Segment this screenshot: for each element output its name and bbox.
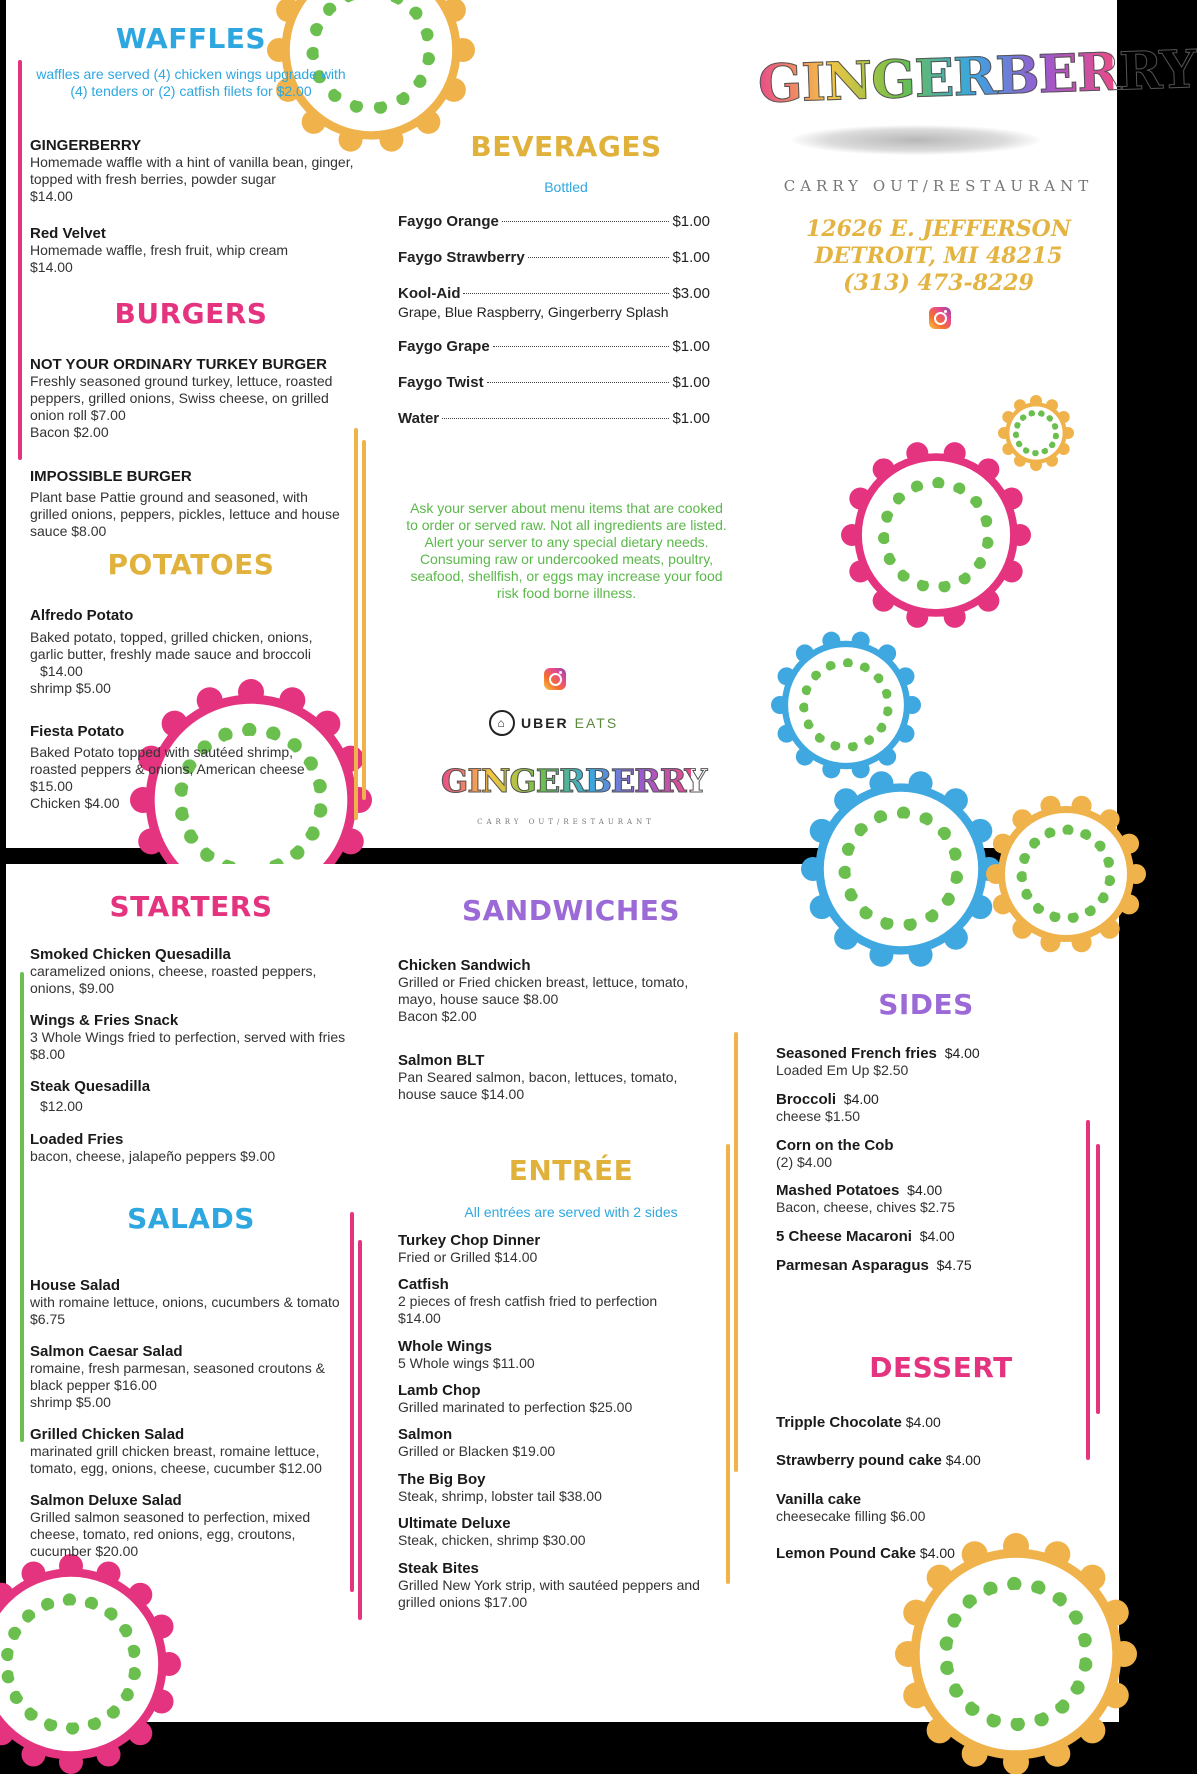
item-name: The Big Boy: [398, 1471, 486, 1488]
item-name: Loaded Fries: [30, 1131, 124, 1148]
item-price: $14.00: [30, 188, 73, 204]
item-price: $4.00: [919, 1545, 955, 1561]
menu-item: [30, 356, 355, 441]
item-desc: caramelized onions, cheese, roasted peppers, onions, $9.00: [30, 963, 317, 996]
item-desc: romaine, fresh parmesan, seasoned croutons & black pepper $16.00: [30, 1360, 325, 1393]
leader-dots: [463, 293, 669, 294]
item-desc: 2 pieces of fresh catfish fried to perfection: [398, 1293, 658, 1309]
instagram-icon[interactable]: [929, 307, 951, 329]
item-price: $14.00: [40, 663, 83, 679]
item-price: $4.00: [843, 1091, 879, 1107]
beverage-desc: Grape, Blue Raspberry, Gingerberry Splash: [398, 304, 669, 320]
menu-item: [776, 1228, 1076, 1245]
menu-item: [30, 1131, 350, 1165]
item-name: Tripple Chocolate: [776, 1414, 902, 1431]
item-price: $4.00: [905, 1414, 941, 1430]
section-title-starters: STARTERS: [109, 890, 273, 923]
menu-item: [30, 137, 355, 205]
menu-item: [398, 1382, 728, 1416]
entree-note: All entrées are served with 2 sides: [464, 1204, 678, 1220]
beverage-name: Faygo Strawberry: [398, 249, 525, 266]
beverage-price: $1.00: [672, 374, 710, 391]
item-name: Chicken Sandwich: [398, 957, 531, 974]
accent-line-green: [20, 972, 24, 1442]
address-line-2: DETROIT, MI 48215: [814, 243, 1063, 269]
menu-item: [398, 1471, 728, 1505]
menu-item: [398, 957, 713, 1025]
accent-line-orange-2: [362, 440, 366, 800]
item-name: Corn on the Cob: [776, 1137, 894, 1154]
section-title-waffles: WAFFLES: [115, 22, 267, 55]
accent-line-orange-1: [354, 428, 358, 820]
menu-item: [398, 1052, 713, 1103]
item-name: Vanilla cake: [776, 1491, 862, 1508]
item-name: Steak Quesadilla: [30, 1078, 151, 1095]
address-line-1: 12626 E. JEFFERSON: [806, 216, 1071, 242]
item-price: $14.00: [30, 259, 73, 275]
section-title-beverages: BEVERAGES: [470, 130, 662, 163]
ubereats-word-eats: EATS: [574, 715, 619, 731]
beverage-price: $1.00: [672, 249, 710, 266]
item-extra: Chicken $4.00: [30, 795, 120, 811]
allergy-disclaimer: Ask your server about menu items that are cooked to order or served raw. Not all ingredients are listed. Alert your server to any special dietary needs. Consuming raw or undercooked meats, poultry, seafood, shellfish, or eggs may increase your food risk food borne illness.: [406, 500, 727, 601]
menu-item: [776, 1414, 1076, 1431]
item-name: Salmon BLT: [398, 1052, 485, 1069]
beverage-row: [398, 285, 710, 303]
menu-item: [30, 1492, 340, 1560]
item-desc: bacon, cheese, jalapeño peppers $9.00: [30, 1148, 276, 1164]
flower-orange-top-right: [986, 794, 1146, 954]
beverage-row: [398, 338, 710, 356]
beverage-name: Kool-Aid: [398, 285, 461, 302]
leader-dots: [487, 382, 670, 383]
menu-panel-inside: [6, 864, 1119, 1722]
item-desc: Freshly seasoned ground turkey, lettuce, roasted peppers, grilled onions, Swiss cheese, on grilled onion roll $7.00: [30, 373, 333, 423]
flower-pink-right: [841, 440, 1031, 630]
item-desc: Loaded Em Up $2.50: [776, 1062, 909, 1078]
item-price: $4.75: [936, 1257, 972, 1273]
item-name: Whole Wings: [398, 1338, 493, 1355]
item-name: Parmesan Asparagus: [776, 1257, 929, 1274]
menu-item: [30, 1426, 355, 1477]
item-price: $4.00: [907, 1182, 943, 1198]
item-desc: Pan Seared salmon, bacon, lettuces, tomato, house sauce $14.00: [398, 1069, 678, 1102]
beverage-row: [398, 249, 710, 267]
menu-item: [398, 1276, 728, 1327]
item-name: Steak Bites: [398, 1560, 479, 1577]
menu-item: [776, 1045, 1076, 1079]
logo-small: GINGERBERRY: [441, 762, 707, 800]
ubereats-word-uber: UBER: [521, 715, 569, 731]
item-name: Ultimate Deluxe: [398, 1515, 511, 1532]
beverage-price: $1.00: [672, 410, 710, 427]
instagram-icon[interactable]: [544, 668, 566, 690]
beverage-name: Water: [398, 410, 440, 427]
ubereats-icon: ⌂: [489, 710, 515, 736]
item-name: House Salad: [30, 1277, 121, 1294]
menu-item: [398, 1232, 728, 1266]
leader-dots: [528, 257, 670, 258]
beverage-price: $1.00: [672, 338, 710, 355]
accent-line-pink-2: [358, 1240, 362, 1620]
waffles-note: waffles are served (4) chicken wings upgrade with (4) tenders or (2) catfish filets for $2.00: [36, 66, 346, 99]
section-title-salads: SALADS: [127, 1202, 255, 1235]
item-price: $4.00: [919, 1228, 955, 1244]
item-desc: Bacon, cheese, chives $2.75: [776, 1199, 956, 1215]
flower-pink-bottom-left: [0, 1554, 181, 1774]
item-desc: cheesecake filling $6.00: [776, 1508, 926, 1524]
accent-line-orange-1: [734, 1032, 738, 1472]
item-desc: marinated grill chicken breast, romaine lettuce, tomato, egg, onions, cheese, cucumber $12.00: [30, 1443, 322, 1476]
item-extra: Bacon $2.00: [398, 1008, 477, 1024]
item-desc: (2) $4.00: [776, 1154, 833, 1170]
item-name: Strawberry pound cake: [776, 1452, 942, 1469]
menu-item: [30, 946, 350, 997]
item-name: Lamb Chop: [398, 1382, 481, 1399]
item-name: Salmon Caesar Salad: [30, 1343, 183, 1360]
item-name: IMPOSSIBLE BURGER: [30, 468, 192, 485]
item-name: Wings & Fries Snack: [30, 1012, 179, 1029]
beverage-name: Faygo Twist: [398, 374, 484, 391]
item-desc: Grilled New York strip, with sautéed peppers and grilled onions $17.00: [398, 1577, 700, 1610]
menu-item: [398, 1560, 728, 1611]
accent-line-pink: [18, 60, 22, 460]
item-desc: Grilled or Fried chicken breast, lettuce, tomato, mayo, house sauce $8.00: [398, 974, 689, 1007]
section-title-sides: SIDES: [878, 988, 974, 1021]
flower-orange-bottom-right: [896, 1534, 1136, 1774]
item-name: Catfish: [398, 1276, 449, 1293]
menu-item: [30, 1078, 350, 1115]
item-desc: Homemade waffle, fresh fruit, whip cream: [30, 242, 289, 258]
flower-blue-top: [801, 769, 1001, 969]
item-price: $4.00: [945, 1452, 981, 1468]
item-desc: Grilled marinated to perfection $25.00: [398, 1399, 633, 1415]
menu-item: [30, 723, 335, 812]
menu-item: [30, 607, 340, 697]
beverage-row: [398, 213, 710, 231]
beverages-subtitle: Bottled: [544, 179, 588, 195]
menu-item: [776, 1545, 1076, 1562]
menu-item: [776, 1491, 1076, 1525]
menu-panel-front: [6, 0, 1197, 848]
beverage-name: Faygo Orange: [398, 213, 499, 230]
brand-tagline: CARRY OUT/RESTAURANT: [783, 177, 1094, 195]
leader-dots: [493, 346, 670, 347]
menu-item: [776, 1137, 1076, 1171]
section-title-burgers: BURGERS: [114, 297, 268, 330]
beverage-name: Faygo Grape: [398, 338, 490, 355]
menu-item: [398, 1338, 728, 1372]
menu-item: [776, 1091, 1076, 1125]
beverage-row: [398, 410, 710, 428]
item-desc: Baked Potato topped with sautéed shrimp, roasted peppers & onions, American cheese: [30, 744, 305, 777]
item-name: Salmon: [398, 1426, 453, 1443]
item-price: $15.00: [30, 778, 73, 794]
menu-item: [30, 1343, 355, 1411]
menu-item: [30, 225, 355, 276]
item-name: Broccoli: [776, 1091, 837, 1108]
item-desc: $12.00: [40, 1098, 83, 1114]
item-extra: Bacon $2.00: [30, 424, 109, 440]
menu-item: [398, 1426, 728, 1460]
leader-dots: [502, 221, 670, 222]
menu-item: [398, 1515, 728, 1549]
item-name: Fiesta Potato: [30, 723, 125, 740]
item-desc: Grilled or Blacken $19.00: [398, 1443, 556, 1459]
item-name: Salmon Deluxe Salad: [30, 1492, 182, 1509]
section-title-sandwiches: SANDWICHES: [461, 894, 681, 927]
item-extra: shrimp $5.00: [30, 680, 111, 696]
beverage-list: [398, 213, 710, 428]
accent-line-pink-3: [1086, 1120, 1090, 1460]
menu-item: [30, 1012, 350, 1063]
leader-dots: [442, 418, 669, 419]
logo-main: GINGERBERRY: [757, 38, 1197, 116]
section-title-dessert: DESSERT: [869, 1351, 1013, 1384]
menu-item: [30, 1277, 355, 1328]
ubereats-badge[interactable]: [489, 710, 618, 736]
menu-item: [776, 1257, 1076, 1274]
item-extra: shrimp $5.00: [30, 1394, 111, 1410]
section-title-potatoes: POTATOES: [107, 548, 275, 581]
item-name: 5 Cheese Macaroni: [776, 1228, 912, 1245]
item-desc: 3 Whole Wings fried to perfection, served with fries $8.00: [30, 1029, 346, 1062]
item-desc: Homemade waffle with a hint of vanilla bean, ginger, topped with fresh berries, powder sugar: [30, 154, 354, 187]
logo-swoosh: [791, 125, 1041, 155]
item-desc: cheese $1.50: [776, 1108, 861, 1124]
item-desc: 5 Whole wings $11.00: [398, 1355, 535, 1371]
menu-item: [776, 1182, 1076, 1216]
item-name: Seasoned French fries: [776, 1045, 937, 1062]
phone-number: (313) 473-8229: [843, 270, 1034, 296]
beverage-row: [398, 374, 710, 392]
section-title-entree: ENTRÉE: [508, 1154, 634, 1187]
item-name: Turkey Chop Dinner: [398, 1232, 541, 1249]
item-desc: with romaine lettuce, onions, cucumbers & tomato $6.75: [30, 1294, 340, 1327]
item-name: GINGERBERRY: [30, 137, 142, 154]
item-desc: Fried or Grilled $14.00: [398, 1249, 538, 1265]
beverage-price: $3.00: [672, 285, 710, 302]
logo-small-tagline: CARRY OUT/RESTAURANT: [477, 818, 655, 826]
item-name: NOT YOUR ORDINARY TURKEY BURGER: [30, 356, 327, 373]
item-name: Mashed Potatoes: [776, 1182, 900, 1199]
flower-blue-right: [771, 630, 921, 780]
menu-item: [30, 468, 340, 540]
item-desc: Grilled salmon seasoned to perfection, mixed cheese, tomato, red onions, egg, croutons, cucumber $20.00: [30, 1509, 311, 1559]
item-desc: Plant base Pattie ground and seasoned, with grilled onions, peppers, pickles, lettuce and house sauce $8.00: [30, 489, 340, 539]
item-price: $4.00: [944, 1045, 980, 1061]
item-desc: Steak, shrimp, lobster tail $38.00: [398, 1488, 602, 1504]
item-name: Smoked Chicken Quesadilla: [30, 946, 231, 963]
menu-item: [776, 1452, 1076, 1469]
item-name: Lemon Pound Cake: [776, 1545, 917, 1562]
item-name: Alfredo Potato: [30, 607, 134, 624]
beverage-price: $1.00: [672, 213, 710, 230]
item-desc: Steak, chicken, shrimp $30.00: [398, 1532, 586, 1548]
item-extra: $14.00: [398, 1310, 441, 1326]
item-desc: Baked potato, topped, grilled chicken, onions, garlic butter, freshly made sauce and broccoli: [30, 629, 313, 662]
item-name: Red Velvet: [30, 225, 106, 242]
item-name: Grilled Chicken Salad: [30, 1426, 185, 1443]
accent-line-pink-4: [1096, 1144, 1100, 1414]
